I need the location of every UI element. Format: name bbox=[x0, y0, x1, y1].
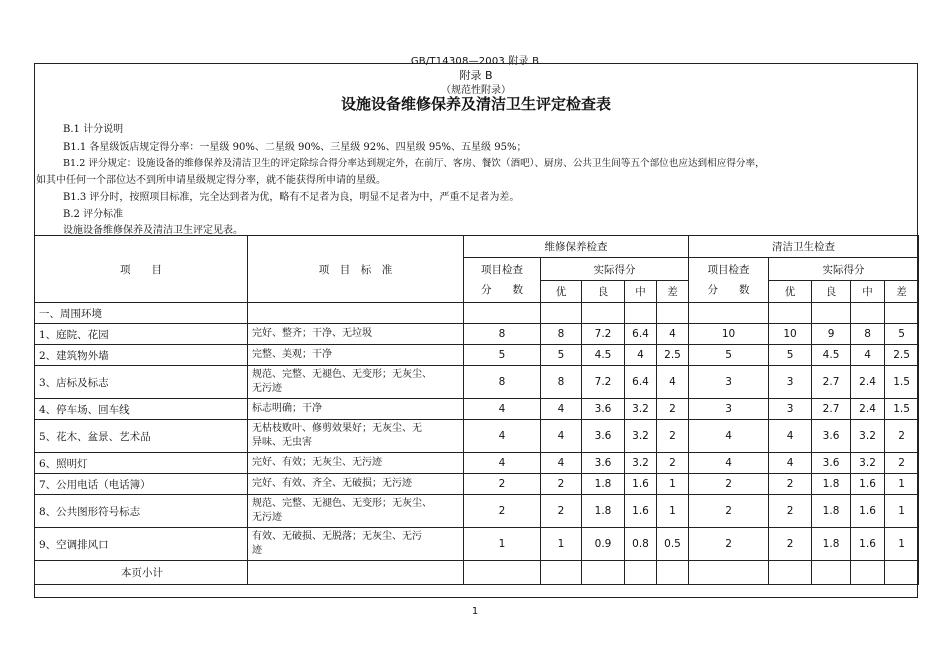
table-row bbox=[35, 345, 919, 366]
maint-score: 4 bbox=[464, 420, 541, 453]
maint-grade-value: 4 bbox=[541, 399, 582, 420]
row-standard: 标志明确；干净 bbox=[248, 399, 464, 420]
paragraph-b2-note: 设施设备维修保养及清洁卫生评定见表。 bbox=[63, 225, 243, 236]
maint-grade-value: 1.6 bbox=[625, 495, 657, 528]
header-clean-actual: 实际得分 bbox=[769, 258, 919, 281]
appendix-note: （规范性附录） bbox=[441, 85, 511, 96]
maint-grade-value: 4 bbox=[657, 324, 689, 345]
maint-score: 8 bbox=[464, 366, 541, 399]
maint-grade-value: 7.2 bbox=[582, 366, 625, 399]
header-maint-actual: 实际得分 bbox=[541, 258, 689, 281]
running-header: GB/T14308—2003 附录 B bbox=[410, 56, 540, 67]
clean-grade-value: 2.5 bbox=[885, 345, 919, 366]
paragraph-b1-3: B1.3 评分时，按照项目标准，完全达到者为优，略有不足者为良，明显不足者为中，严重不足者为差。 bbox=[63, 192, 520, 203]
clean-score: 2 bbox=[689, 474, 769, 495]
maint-score: 2 bbox=[464, 495, 541, 528]
clean-score: 3 bbox=[689, 399, 769, 420]
clean-grade-value: 2.4 bbox=[851, 366, 885, 399]
clean-grade-value: 1 bbox=[885, 495, 919, 528]
maint-grade-value: 3.2 bbox=[625, 399, 657, 420]
header-maintenance: 维修保养检查 bbox=[464, 236, 689, 258]
table-row bbox=[35, 366, 919, 399]
maint-grade-value: 8 bbox=[541, 366, 582, 399]
clean-grade-value: 10 bbox=[769, 324, 812, 345]
maint-grade-value: 2 bbox=[657, 453, 689, 474]
row-standard: 完好、有效；无灰尘、无污迹 bbox=[248, 453, 464, 474]
clean-grade-value: 2.7 bbox=[812, 399, 851, 420]
maint-grade-value: 1 bbox=[657, 495, 689, 528]
maint-grade-value: 5 bbox=[541, 345, 582, 366]
table-row bbox=[35, 495, 919, 528]
table-row bbox=[35, 474, 919, 495]
table-row bbox=[35, 324, 919, 345]
maint-grade-value: 3.6 bbox=[582, 420, 625, 453]
row-standard: 完好、有效、齐全、无破损；无污迹 bbox=[248, 474, 464, 495]
row-item: 8、公共图形符号标志 bbox=[35, 495, 248, 528]
maint-grade-value: 3.6 bbox=[582, 399, 625, 420]
maint-grade-value: 2.5 bbox=[657, 345, 689, 366]
row-standard: 规范、完整、无褪色、无变形；无灰尘、 无污迹 bbox=[248, 495, 464, 528]
maint-grade-value: 1.8 bbox=[582, 474, 625, 495]
clean-score: 5 bbox=[689, 345, 769, 366]
clean-grade-value: 1.8 bbox=[812, 495, 851, 528]
clean-grade-value: 1.5 bbox=[885, 399, 919, 420]
maint-grade-value: 7.2 bbox=[582, 324, 625, 345]
maint-grade-value: 1 bbox=[657, 474, 689, 495]
clean-grade-value: 1.5 bbox=[885, 366, 919, 399]
row-item: 1、庭院、花园 bbox=[35, 324, 248, 345]
maint-score: 4 bbox=[464, 399, 541, 420]
maint-grade-value: 0.8 bbox=[625, 528, 657, 561]
maint-score: 1 bbox=[464, 528, 541, 561]
row-item: 9、空调排风口 bbox=[35, 528, 248, 561]
grade-fair: 中 bbox=[625, 281, 657, 303]
maint-grade-value: 2 bbox=[657, 399, 689, 420]
paragraph-b1: B.1 计分说明 bbox=[63, 124, 124, 135]
row-item: 6、照明灯 bbox=[35, 453, 248, 474]
table-row bbox=[35, 528, 919, 561]
row-item: 5、花木、盆景、艺术品 bbox=[35, 420, 248, 453]
clean-grade-value: 1.6 bbox=[851, 528, 885, 561]
maint-grade-value: 4 bbox=[625, 345, 657, 366]
header-maint-score: 项目检查 分 数 bbox=[464, 258, 541, 303]
clean-grade-value: 3 bbox=[769, 366, 812, 399]
maint-grade-value: 4.5 bbox=[582, 345, 625, 366]
clean-grade-value: 2.7 bbox=[812, 366, 851, 399]
clean-grade-value: 5 bbox=[885, 324, 919, 345]
maint-grade-value: 3.2 bbox=[625, 420, 657, 453]
grade-excellent: 优 bbox=[769, 281, 812, 303]
row-standard: 无枯枝败叶、修剪效果好；无灰尘、无 异味、无虫害 bbox=[248, 420, 464, 453]
clean-score: 2 bbox=[689, 495, 769, 528]
maint-grade-value: 0.9 bbox=[582, 528, 625, 561]
table-row bbox=[35, 453, 919, 474]
paragraph-b1-2-cont: 如其中任何一个部位达不到所申请星级规定得分率，就不能获得所申请的星级。 bbox=[36, 175, 386, 186]
row-standard: 规范、完整、无褪色、无变形；无灰尘、 无污迹 bbox=[248, 366, 464, 399]
maint-score: 2 bbox=[464, 474, 541, 495]
evaluation-table bbox=[34, 235, 919, 585]
clean-grade-value: 3.2 bbox=[851, 420, 885, 453]
appendix-label: 附录 B bbox=[459, 69, 493, 82]
grade-poor: 差 bbox=[885, 281, 919, 303]
row-item: 2、建筑物外墙 bbox=[35, 345, 248, 366]
table-row bbox=[35, 420, 919, 453]
clean-grade-value: 2 bbox=[769, 495, 812, 528]
header-item: 项 目 bbox=[35, 236, 248, 303]
grade-poor: 差 bbox=[657, 281, 689, 303]
clean-grade-value: 3 bbox=[769, 399, 812, 420]
clean-score: 4 bbox=[689, 420, 769, 453]
clean-score: 4 bbox=[689, 453, 769, 474]
maint-grade-value: 4 bbox=[541, 453, 582, 474]
clean-grade-value: 8 bbox=[851, 324, 885, 345]
clean-grade-value: 2 bbox=[769, 474, 812, 495]
document-title: 设施设备维修保养及清洁卫生评定检查表 bbox=[340, 95, 611, 113]
section-heading: 一、周围环境 bbox=[35, 303, 248, 324]
maint-score: 5 bbox=[464, 345, 541, 366]
header-cleaning: 清洁卫生检查 bbox=[689, 236, 919, 258]
clean-score: 2 bbox=[689, 528, 769, 561]
grade-good: 良 bbox=[582, 281, 625, 303]
clean-grade-value: 4 bbox=[851, 345, 885, 366]
clean-grade-value: 1.8 bbox=[812, 474, 851, 495]
clean-grade-value: 1 bbox=[885, 474, 919, 495]
maint-grade-value: 4 bbox=[657, 366, 689, 399]
maint-grade-value: 8 bbox=[541, 324, 582, 345]
clean-grade-value: 2 bbox=[885, 453, 919, 474]
maint-score: 8 bbox=[464, 324, 541, 345]
maint-grade-value: 6.4 bbox=[625, 324, 657, 345]
maint-grade-value: 2 bbox=[541, 474, 582, 495]
page-number: 1 bbox=[471, 606, 479, 617]
grade-good: 良 bbox=[812, 281, 851, 303]
maint-grade-value: 1.6 bbox=[625, 474, 657, 495]
clean-grade-value: 4.5 bbox=[812, 345, 851, 366]
clean-grade-value: 1 bbox=[885, 528, 919, 561]
clean-grade-value: 1.6 bbox=[851, 474, 885, 495]
clean-grade-value: 1.6 bbox=[851, 495, 885, 528]
clean-grade-value: 4 bbox=[769, 420, 812, 453]
clean-score: 10 bbox=[689, 324, 769, 345]
clean-grade-value: 2 bbox=[769, 528, 812, 561]
grade-fair: 中 bbox=[851, 281, 885, 303]
maint-grade-value: 3.2 bbox=[625, 453, 657, 474]
clean-grade-value: 2 bbox=[885, 420, 919, 453]
clean-grade-value: 3.2 bbox=[851, 453, 885, 474]
grade-excellent: 优 bbox=[541, 281, 582, 303]
maint-grade-value: 2 bbox=[541, 495, 582, 528]
row-item: 4、停车场、回车线 bbox=[35, 399, 248, 420]
clean-grade-value: 3.6 bbox=[812, 420, 851, 453]
table-row bbox=[35, 399, 919, 420]
maint-grade-value: 1 bbox=[541, 528, 582, 561]
row-item: 3、店标及标志 bbox=[35, 366, 248, 399]
header-clean-score: 项目检查 分 数 bbox=[689, 258, 769, 303]
clean-grade-value: 5 bbox=[769, 345, 812, 366]
clean-grade-value: 3.6 bbox=[812, 453, 851, 474]
row-standard: 完好、整齐；干净、无垃圾 bbox=[248, 324, 464, 345]
row-item: 7、公用电话（电话簿） bbox=[35, 474, 248, 495]
clean-score: 3 bbox=[689, 366, 769, 399]
maint-grade-value: 6.4 bbox=[625, 366, 657, 399]
clean-grade-value: 4 bbox=[769, 453, 812, 474]
paragraph-b1-2: B1.2 评分规定：设施设备的维修保养及清洁卫生的评定除综合得分率达到规定外，在前厅、客房、餐饮（酒吧）、厨房、公共卫生间等五个部位也应达到相应得分率， bbox=[63, 158, 765, 169]
row-standard: 有效、无破损、无脱落；无灰尘、无污 迹 bbox=[248, 528, 464, 561]
maint-grade-value: 2 bbox=[657, 420, 689, 453]
clean-grade-value: 1.8 bbox=[812, 528, 851, 561]
maint-grade-value: 3.6 bbox=[582, 453, 625, 474]
row-standard: 完整、美观；干净 bbox=[248, 345, 464, 366]
maint-grade-value: 1.8 bbox=[582, 495, 625, 528]
maint-grade-value: 4 bbox=[541, 420, 582, 453]
clean-grade-value: 9 bbox=[812, 324, 851, 345]
paragraph-b2: B.2 评分标准 bbox=[63, 209, 124, 220]
clean-grade-value: 2.4 bbox=[851, 399, 885, 420]
header-standard: 项 目 标 准 bbox=[248, 236, 464, 303]
subtotal-label: 本页小计 bbox=[35, 561, 248, 585]
paragraph-b1-1: B1.1 各星级饭店规定得分率：一星级 90%、二星级 90%、三星级 92%、四星级 95%、五星级 95%； bbox=[63, 142, 527, 153]
maint-score: 4 bbox=[464, 453, 541, 474]
maint-grade-value: 0.5 bbox=[657, 528, 689, 561]
